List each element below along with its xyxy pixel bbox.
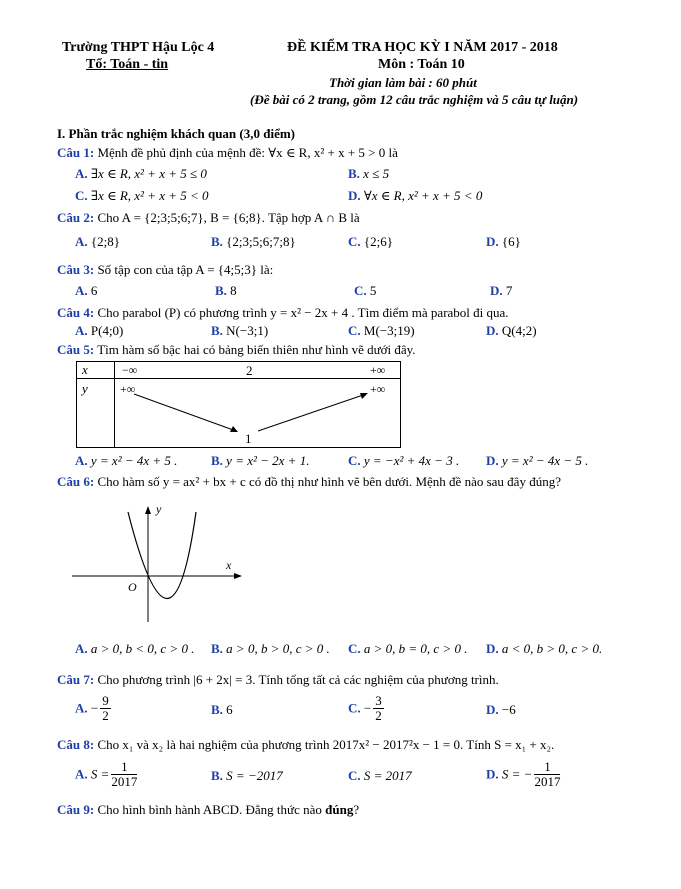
- table-y-left: +∞: [120, 382, 136, 396]
- option-letter: D.: [486, 453, 499, 468]
- option-letter: D.: [490, 283, 503, 298]
- question-text: Cho parabol (P) có phương trình y = x² − 2x + 4 . Tìm điểm mà parabol đi qua.: [97, 305, 509, 320]
- table-x-right: +∞: [370, 363, 386, 377]
- question-8: [57, 737, 554, 753]
- question-2: [57, 210, 360, 226]
- question-6: [57, 474, 561, 490]
- question-3: [57, 262, 273, 278]
- school-name: Trường THPT Hậu Lộc 4: [62, 40, 215, 55]
- q3-option-a[interactable]: [75, 283, 97, 299]
- option-letter: B.: [211, 323, 223, 338]
- option-text: {2;8}: [90, 234, 120, 249]
- option-letter: D.: [348, 188, 361, 203]
- fraction-denominator: 2017: [111, 774, 138, 789]
- option-letter: C.: [348, 700, 361, 716]
- option-fraction: [100, 694, 111, 723]
- q8-option-d[interactable]: [486, 760, 562, 789]
- question-label: Câu 3:: [57, 262, 95, 277]
- q3-option-d[interactable]: [490, 283, 512, 299]
- q4-option-a[interactable]: [75, 323, 123, 339]
- option-text: {6}: [501, 234, 521, 249]
- q6-option-b[interactable]: [211, 641, 330, 657]
- option-text: a > 0, b < 0, c > 0 .: [90, 641, 195, 656]
- option-text: y = −x² + 4x − 3 .: [363, 453, 460, 468]
- exam-note: (Đề bài có 2 trang, gồm 12 câu trắc nghiệm và 5 câu tự luận): [250, 92, 579, 107]
- question-7: [57, 672, 499, 688]
- option-letter: B.: [211, 234, 223, 249]
- fraction-denominator: 2: [375, 708, 382, 723]
- option-text: y = x² − 4x + 5 .: [90, 453, 178, 468]
- q5-option-a[interactable]: [75, 453, 177, 469]
- q6-option-d[interactable]: [486, 641, 602, 657]
- question-text: Mệnh đề phủ định của mệnh đề: ∀x ∈ R, x² + x + 5 > 0 là: [97, 145, 398, 160]
- q6-option-c[interactable]: [348, 641, 467, 657]
- question-label: Câu 4:: [57, 305, 95, 320]
- table-x-label: x: [82, 362, 88, 377]
- option-text: P(4;0): [90, 323, 124, 338]
- q4-option-b[interactable]: [211, 323, 268, 339]
- option-sign: −: [363, 700, 372, 716]
- table-x-left: −∞: [122, 363, 138, 377]
- question-text-emphasis: đúng: [325, 802, 354, 817]
- option-text: 6: [226, 702, 233, 717]
- option-text: ∃x ∈ R, x² + x + 5 < 0: [90, 188, 209, 203]
- option-fraction: [373, 694, 384, 723]
- table-x-mid: 2: [246, 363, 253, 378]
- option-text: y = x² − 4x − 5 .: [501, 453, 589, 468]
- exam-duration: Thời gian làm bài : 60 phút: [329, 75, 477, 90]
- option-letter: A.: [75, 234, 88, 249]
- fraction-denominator: 2: [102, 708, 109, 723]
- option-letter: A.: [75, 323, 88, 338]
- question-4: [57, 305, 509, 321]
- option-text: −6: [501, 702, 516, 717]
- question-text: Cho hàm số y = ax² + bx + c có đồ thị như hình vẽ bên dưới. Mệnh đề nào sau đây đúng?: [97, 474, 561, 489]
- q2-option-c[interactable]: [348, 234, 393, 250]
- option-letter: A.: [75, 453, 88, 468]
- question-text: Số tập con của tập A = {4;5;3} là:: [97, 262, 274, 277]
- q8-option-c[interactable]: [348, 768, 412, 784]
- option-text: a > 0, b = 0, c > 0 .: [363, 641, 468, 656]
- option-text: 6: [90, 283, 98, 298]
- exam-title: ĐỀ KIỂM TRA HỌC KỲ I NĂM 2017 - 2018: [287, 40, 558, 55]
- q7-option-a[interactable]: [75, 694, 113, 723]
- question-text: Cho phương trình |6 + 2x| = 3. Tính tổng tất cả các nghiệm của phương trình.: [97, 672, 499, 687]
- fraction-numerator: 9: [102, 693, 109, 708]
- department-name: Tổ: Toán - tin: [86, 57, 169, 72]
- fraction-numerator: 1: [111, 760, 137, 775]
- q2-option-b[interactable]: [211, 234, 296, 250]
- q5-option-c[interactable]: [348, 453, 459, 469]
- y-axis-arrow-icon: [145, 506, 151, 514]
- question-text: Cho A = {2;3;5;6;7}, B = {6;8}. Tập hợp A ∩ B là: [97, 210, 360, 225]
- question-text: Cho hình bình hành ABCD. Đẳng thức nào: [97, 802, 326, 817]
- section-title: I. Phần trắc nghiệm khách quan (3,0 điểm): [57, 126, 295, 141]
- question-label: Câu 8:: [57, 737, 95, 752]
- q3-option-b[interactable]: [215, 283, 237, 299]
- fraction-numerator: 3: [375, 693, 382, 708]
- q3-option-c[interactable]: [354, 283, 376, 299]
- option-sign: −: [90, 700, 99, 716]
- variation-table: [76, 361, 402, 449]
- q8-option-b[interactable]: [211, 768, 283, 784]
- q2-option-a[interactable]: [75, 234, 120, 250]
- q6-option-a[interactable]: [75, 641, 194, 657]
- option-letter: D.: [486, 234, 499, 249]
- option-text: S = −: [501, 766, 533, 782]
- parabola-curve: [128, 512, 196, 599]
- option-text: S =: [90, 766, 110, 782]
- option-text: S = −2017: [226, 768, 283, 783]
- origin-label: O: [128, 580, 137, 594]
- option-letter: A.: [75, 641, 88, 656]
- option-letter: B.: [348, 166, 360, 181]
- option-letter: D.: [486, 702, 499, 717]
- option-text: y = x² − 2x + 1.: [226, 453, 310, 468]
- option-letter: D.: [486, 323, 499, 338]
- option-letter: A.: [75, 166, 88, 181]
- exam-subject: Môn : Toán 10: [378, 57, 465, 72]
- option-text: {2;3;5;6;7;8}: [226, 234, 296, 249]
- option-letter: C.: [354, 283, 367, 298]
- option-letter: B.: [215, 283, 227, 298]
- question-label: Câu 2:: [57, 210, 95, 225]
- option-letter: B.: [211, 641, 223, 656]
- q1-option-d[interactable]: [348, 188, 482, 204]
- q7-option-d[interactable]: [486, 702, 516, 718]
- option-fraction: [111, 760, 137, 789]
- question-text-end: ?: [353, 802, 360, 817]
- q7-option-b[interactable]: [211, 702, 233, 718]
- option-text: 8: [230, 283, 237, 298]
- question-9: [57, 802, 359, 818]
- question-label: Câu 6:: [57, 474, 95, 489]
- q2-option-d[interactable]: [486, 234, 521, 250]
- option-text: ∀x ∈ R, x² + x + 5 < 0: [363, 188, 483, 203]
- option-letter: B.: [211, 768, 223, 783]
- option-text: Q(4;2): [501, 323, 537, 338]
- fraction-denominator: 2017: [534, 774, 561, 789]
- decreasing-arrow: [134, 394, 236, 431]
- option-letter: B.: [211, 702, 223, 717]
- option-letter: B.: [211, 453, 223, 468]
- option-letter: A.: [75, 700, 88, 716]
- option-text: x ≤ 5: [363, 166, 390, 181]
- option-fraction: [534, 760, 560, 789]
- question-5: [57, 342, 416, 358]
- option-text: N(−3;1): [226, 323, 269, 338]
- option-text: M(−3;19): [363, 323, 415, 338]
- option-letter: D.: [486, 641, 499, 656]
- q4-option-d[interactable]: [486, 323, 537, 339]
- option-letter: A.: [75, 283, 88, 298]
- option-letter: C.: [348, 641, 361, 656]
- option-text: S = 2017: [363, 768, 412, 783]
- question-1: [57, 145, 398, 161]
- option-letter: C.: [75, 188, 88, 203]
- option-letter: C.: [348, 234, 361, 249]
- x-axis-label: x: [226, 558, 232, 572]
- option-letter: C.: [348, 453, 361, 468]
- option-letter: C.: [348, 768, 361, 783]
- option-letter: C.: [348, 323, 361, 338]
- table-y-label: y: [82, 381, 88, 396]
- question-text: Cho x₁ và x₂ là hai nghiệm của phương trình 2017x² − 2017²x − 1 = 0. Tính S = x₁ + x₂.: [97, 737, 555, 752]
- option-letter: D.: [486, 766, 499, 782]
- option-text: {2;6}: [363, 234, 393, 249]
- table-y-min: 1: [245, 431, 252, 446]
- q7-option-c[interactable]: [348, 694, 386, 723]
- question-text: Tìm hàm số bậc hai có bảng biến thiên như hình vẽ dưới đây.: [97, 342, 416, 357]
- option-text: ∃x ∈ R, x² + x + 5 ≤ 0: [90, 166, 207, 181]
- q4-option-c[interactable]: [348, 323, 415, 339]
- option-text: 7: [505, 283, 513, 298]
- increasing-arrow: [258, 394, 366, 431]
- parabola-graph: [70, 500, 250, 625]
- q5-option-d[interactable]: [486, 453, 588, 469]
- option-text: a > 0, b > 0, c > 0 .: [226, 641, 330, 656]
- question-label: Câu 1:: [57, 145, 95, 160]
- table-y-right: +∞: [370, 382, 386, 396]
- q1-option-b[interactable]: [348, 166, 389, 182]
- fraction-numerator: 1: [534, 760, 560, 775]
- q8-option-a[interactable]: [75, 760, 139, 789]
- option-text: a < 0, b > 0, c > 0.: [501, 641, 603, 656]
- q1-option-c[interactable]: [75, 188, 209, 204]
- question-label: Câu 9:: [57, 802, 95, 817]
- x-axis-arrow-icon: [234, 573, 242, 579]
- question-label: Câu 7:: [57, 672, 95, 687]
- question-label: Câu 5:: [57, 342, 95, 357]
- q1-option-a[interactable]: [75, 166, 207, 182]
- option-text: 5: [369, 283, 377, 298]
- q5-option-b[interactable]: [211, 453, 309, 469]
- y-axis-label: y: [156, 502, 162, 516]
- option-letter: A.: [75, 766, 88, 782]
- arrow-head-icon: [360, 393, 368, 399]
